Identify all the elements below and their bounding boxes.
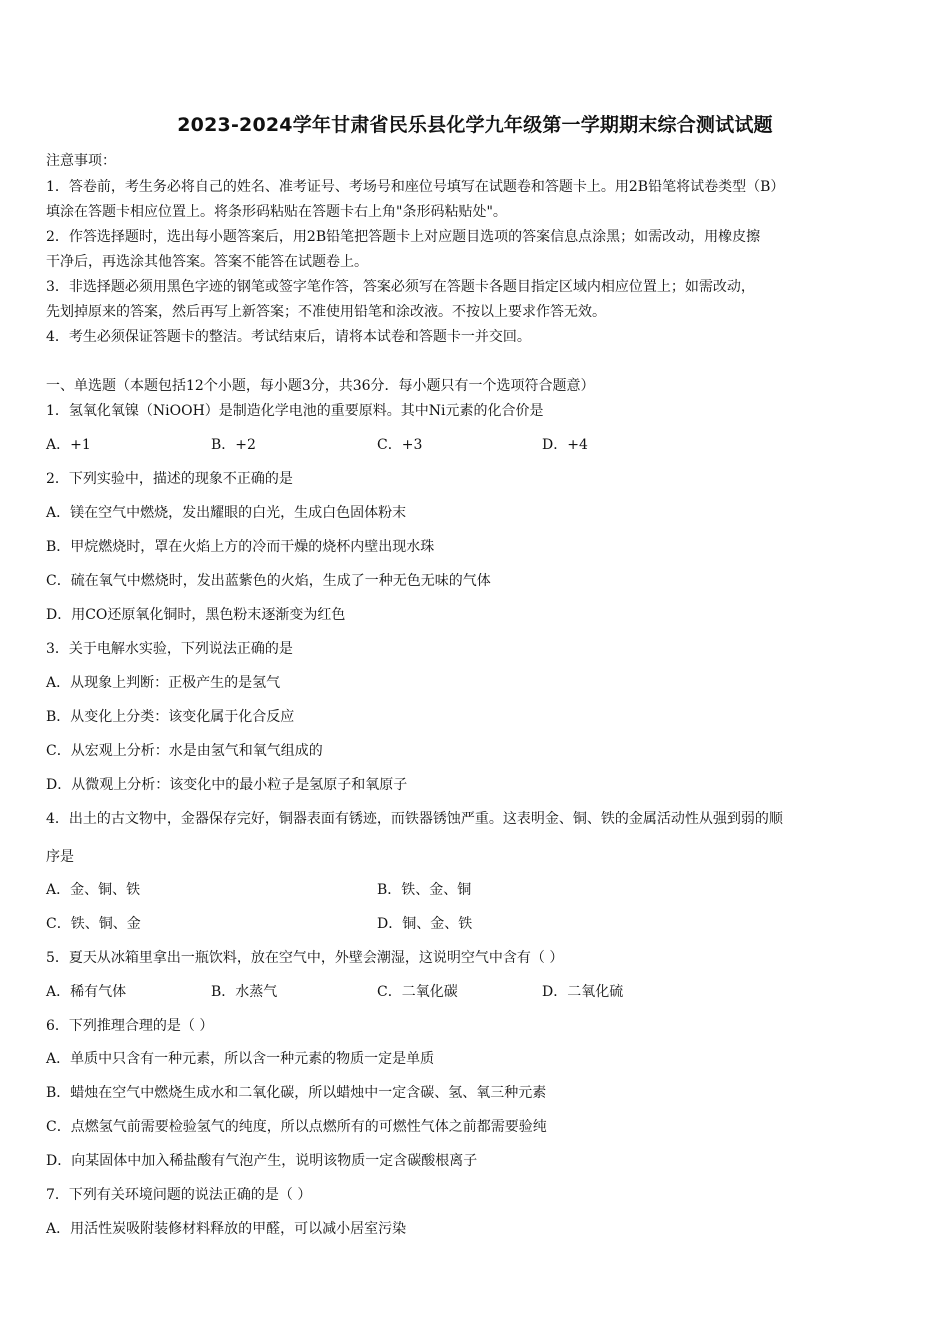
page-title: 2023-2024学年甘肃省民乐县化学九年级第一学期期末综合测试试题 <box>177 114 773 136</box>
q6-option-a: A．单质中只含有一种元素，所以含一种元素的物质一定是单质 <box>46 1051 435 1067</box>
section-heading: 一、单选题（本题包括12个小题，每小题3分，共36分．每小题只有一个选项符合题意） <box>46 378 595 394</box>
q5-option-b: B．水蒸气 <box>211 984 278 1000</box>
q3-option-a: A．从现象上判断：正极产生的是氢气 <box>46 675 281 691</box>
q1-option-d: D．+4 <box>542 437 588 453</box>
q2-option-d: D．用CO还原氧化铜时，黑色粉末逐渐变为红色 <box>46 607 346 623</box>
q3-option-b: B．从变化上分类：该变化属于化合反应 <box>46 709 295 725</box>
q4-option-b: B．铁、金、铜 <box>377 882 472 898</box>
question-stem: 7．下列有关环境问题的说法正确的是（ ） <box>46 1187 312 1203</box>
q1-option-a: A．+1 <box>46 437 91 453</box>
q5-option-c: C．二氧化碳 <box>377 984 458 1000</box>
q4-option-d: D．铜、金、铁 <box>377 916 473 932</box>
q2-option-a: A．镁在空气中燃烧，发出耀眼的白光，生成白色固体粉末 <box>46 505 407 521</box>
notice-line: 填涂在答题卡相应位置上。将条形码粘贴在答题卡右上角"条形码粘贴处"。 <box>46 204 507 220</box>
q2-option-c: C．硫在氧气中燃烧时，发出蓝紫色的火焰，生成了一种无色无味的气体 <box>46 573 491 589</box>
q5-option-a: A．稀有气体 <box>46 984 127 1000</box>
notice-line: 4．考生必须保证答题卡的整洁。考试结束后，请将本试卷和答题卡一并交回。 <box>46 329 531 345</box>
q3-option-d: D．从微观上分析：该变化中的最小粒子是氢原子和氧原子 <box>46 777 408 793</box>
question-stem: 3．关于电解水实验，下列说法正确的是 <box>46 641 293 657</box>
notice-line: 先划掉原来的答案，然后再写上新答案；不准使用铅笔和涂改液。不按以上要求作答无效。 <box>46 304 606 320</box>
q2-option-b: B．甲烷燃烧时，罩在火焰上方的冷而干燥的烧杯内壁出现水珠 <box>46 539 435 555</box>
q6-option-b: B．蜡烛在空气中燃烧生成水和二氧化碳，所以蜡烛中一定含碳、氢、氧三种元素 <box>46 1085 547 1101</box>
question-stem: 4．出土的古文物中，金器保存完好，铜器表面有锈迹，而铁器锈蚀严重。这表明金、铜、铁的金属活动性从强到弱的顺 <box>46 811 783 827</box>
q1-option-c: C．+3 <box>377 437 423 453</box>
question-stem-continued: 序是 <box>46 849 74 865</box>
q1-option-b: B．+2 <box>211 437 256 453</box>
notice-line: 2．作答选择题时，选出每小题答案后，用2B铅笔把答题卡上对应题目选项的答案信息点涂黑；如需改动，用橡皮擦 <box>46 229 761 245</box>
question-stem: 2．下列实验中，描述的现象不正确的是 <box>46 471 293 487</box>
q5-option-d: D．二氧化硫 <box>542 984 624 1000</box>
notice-line: 1．答卷前，考生务必将自己的姓名、准考证号、考场号和座位号填写在试题卷和答题卡上。用2B铅笔将试卷类型（B） <box>46 179 785 195</box>
q3-option-c: C．从宏观上分析：水是由氢气和氧气组成的 <box>46 743 323 759</box>
q7-option-a: A．用活性炭吸附装修材料释放的甲醛，可以减小居室污染 <box>46 1221 407 1237</box>
notice-heading: 注意事项： <box>46 153 116 169</box>
question-stem: 5．夏天从冰箱里拿出一瓶饮料，放在空气中，外壁会潮湿，这说明空气中含有（ ） <box>46 950 564 966</box>
notice-line: 干净后，再选涂其他答案。答案不能答在试题卷上。 <box>46 254 368 270</box>
question-stem: 6．下列推理合理的是（ ） <box>46 1018 214 1034</box>
q4-option-c: C．铁、铜、金 <box>46 916 141 932</box>
question-stem: 1．氢氧化氧镍（NiOOH）是制造化学电池的重要原料。其中Ni元素的化合价是 <box>46 403 544 419</box>
q6-option-c: C．点燃氢气前需要检验氢气的纯度，所以点燃所有的可燃性气体之前都需要验纯 <box>46 1119 547 1135</box>
q4-option-a: A．金、铜、铁 <box>46 882 141 898</box>
q6-option-d: D．向某固体中加入稀盐酸有气泡产生，说明该物质一定含碳酸根离子 <box>46 1153 478 1169</box>
notice-line: 3．非选择题必须用黑色字迹的钢笔或签字笔作答，答案必须写在答题卡各题目指定区域内相应位置上；如需改动， <box>46 279 755 295</box>
